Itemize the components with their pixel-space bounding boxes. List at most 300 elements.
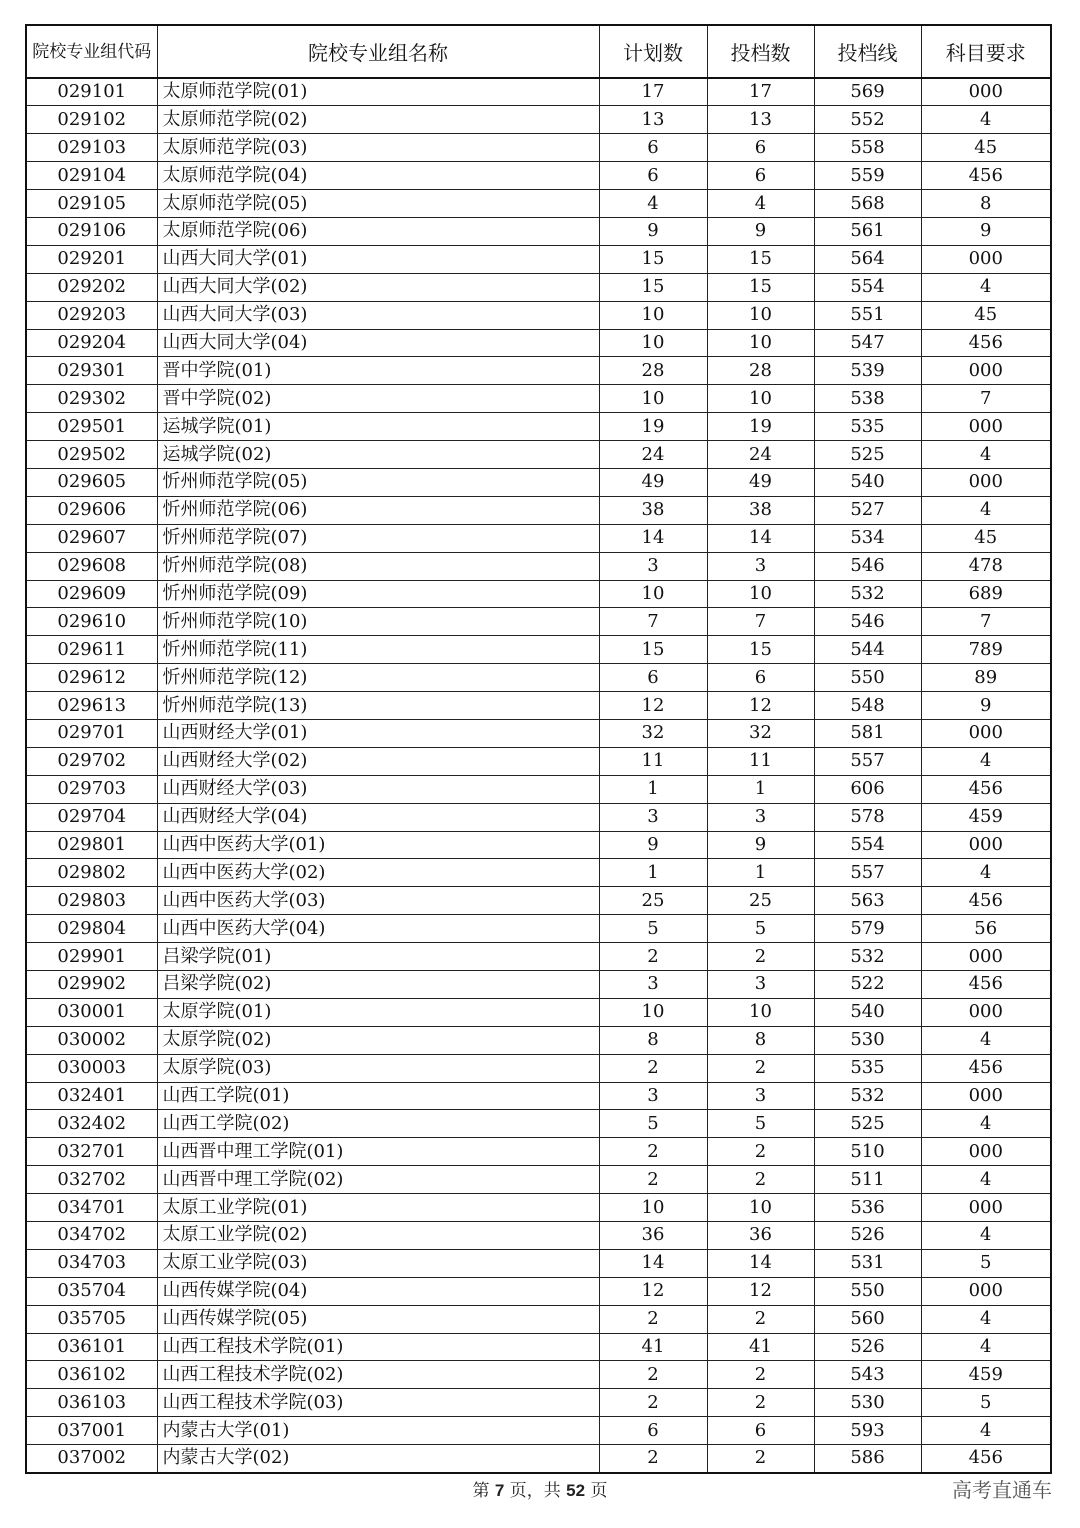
cell-name: 山西财经大学(01) [157, 719, 599, 747]
cell-admitted: 13 [707, 106, 814, 134]
cell-code: 029702 [26, 747, 157, 775]
cell-cutoff: 536 [814, 1194, 921, 1222]
cell-subjects: 459 [921, 1361, 1051, 1389]
cell-cutoff: 551 [814, 301, 921, 329]
cell-admitted: 1 [707, 775, 814, 803]
table-row [26, 664, 1051, 692]
cell-code: 037002 [26, 1445, 157, 1473]
cell-code: 034702 [26, 1222, 157, 1250]
table-row [26, 1054, 1051, 1082]
cell-code: 029105 [26, 190, 157, 218]
cell-plan: 38 [599, 496, 707, 524]
cell-name: 山西晋中理工学院(02) [157, 1166, 599, 1194]
cell-code: 036102 [26, 1361, 157, 1389]
cell-subjects: 89 [921, 664, 1051, 692]
cell-plan: 24 [599, 441, 707, 469]
cell-code: 029803 [26, 887, 157, 915]
page-middle: 页，共 [509, 1481, 561, 1501]
cell-plan: 32 [599, 719, 707, 747]
cell-name: 山西大同大学(03) [157, 301, 599, 329]
table-row [26, 1389, 1051, 1417]
cell-name: 太原学院(01) [157, 998, 599, 1026]
cell-name: 运城学院(02) [157, 441, 599, 469]
cell-code: 029106 [26, 217, 157, 245]
cell-code: 032702 [26, 1166, 157, 1194]
cell-code: 034701 [26, 1194, 157, 1222]
header-admitted: 投档数 [707, 25, 814, 78]
cell-admitted: 6 [707, 162, 814, 190]
cell-plan: 14 [599, 524, 707, 552]
cell-plan: 2 [599, 1305, 707, 1333]
cell-plan: 12 [599, 1277, 707, 1305]
cell-name: 忻州师范学院(07) [157, 524, 599, 552]
table-row [26, 1417, 1051, 1445]
table-row [26, 413, 1051, 441]
cell-plan: 2 [599, 1054, 707, 1082]
cell-cutoff: 546 [814, 608, 921, 636]
cell-subjects: 4 [921, 1110, 1051, 1138]
cell-code: 030003 [26, 1054, 157, 1082]
cell-admitted: 9 [707, 831, 814, 859]
table-row [26, 245, 1051, 273]
cell-cutoff: 535 [814, 1054, 921, 1082]
cell-name: 山西财经大学(04) [157, 803, 599, 831]
cell-plan: 2 [599, 1445, 707, 1473]
cell-name: 忻州师范学院(13) [157, 692, 599, 720]
cell-subjects: 4 [921, 1305, 1051, 1333]
cell-name: 太原师范学院(03) [157, 134, 599, 162]
cell-code: 030001 [26, 998, 157, 1026]
cell-code: 029611 [26, 636, 157, 664]
cell-name: 山西晋中理工学院(01) [157, 1138, 599, 1166]
cell-code: 029502 [26, 441, 157, 469]
table-row [26, 190, 1051, 218]
cell-name: 山西财经大学(03) [157, 775, 599, 803]
cell-cutoff: 532 [814, 1082, 921, 1110]
cell-plan: 3 [599, 552, 707, 580]
header-code: 院校专业组代码 [26, 25, 157, 78]
cell-admitted: 2 [707, 1305, 814, 1333]
table-row [26, 301, 1051, 329]
cell-admitted: 10 [707, 1194, 814, 1222]
cell-code: 029103 [26, 134, 157, 162]
cell-admitted: 14 [707, 524, 814, 552]
cell-plan: 17 [599, 78, 707, 106]
cell-plan: 5 [599, 1110, 707, 1138]
cell-cutoff: 540 [814, 468, 921, 496]
cell-subjects: 000 [921, 245, 1051, 273]
table-row [26, 1277, 1051, 1305]
cell-subjects: 000 [921, 719, 1051, 747]
table-row [26, 441, 1051, 469]
table-row [26, 608, 1051, 636]
cell-subjects: 5 [921, 1389, 1051, 1417]
page-total: 52 [566, 1481, 586, 1500]
cell-admitted: 15 [707, 273, 814, 301]
cell-subjects: 456 [921, 887, 1051, 915]
cell-cutoff: 559 [814, 162, 921, 190]
cell-subjects: 4 [921, 273, 1051, 301]
cell-admitted: 5 [707, 915, 814, 943]
cell-subjects: 7 [921, 608, 1051, 636]
cell-cutoff: 527 [814, 496, 921, 524]
page-suffix: 页 [590, 1481, 608, 1501]
cell-cutoff: 535 [814, 413, 921, 441]
table-row [26, 1361, 1051, 1389]
cell-code: 029606 [26, 496, 157, 524]
table-row [26, 831, 1051, 859]
cell-cutoff: 554 [814, 831, 921, 859]
cell-name: 太原师范学院(04) [157, 162, 599, 190]
cell-name: 山西工学院(01) [157, 1082, 599, 1110]
cell-name: 太原工业学院(03) [157, 1249, 599, 1277]
cell-code: 029605 [26, 468, 157, 496]
cell-name: 忻州师范学院(09) [157, 580, 599, 608]
cell-name: 忻州师范学院(05) [157, 468, 599, 496]
cell-name: 忻州师范学院(08) [157, 552, 599, 580]
table-row [26, 1333, 1051, 1361]
cell-cutoff: 511 [814, 1166, 921, 1194]
page-number: 7 [494, 1481, 505, 1500]
table-row [26, 468, 1051, 496]
cell-code: 029610 [26, 608, 157, 636]
cell-code: 029802 [26, 859, 157, 887]
table-row [26, 273, 1051, 301]
cell-admitted: 2 [707, 943, 814, 971]
cell-plan: 19 [599, 413, 707, 441]
cell-cutoff: 569 [814, 78, 921, 106]
cell-plan: 2 [599, 1138, 707, 1166]
cell-name: 忻州师范学院(10) [157, 608, 599, 636]
cell-cutoff: 552 [814, 106, 921, 134]
cell-subjects: 000 [921, 78, 1051, 106]
cell-code: 029301 [26, 357, 157, 385]
cell-admitted: 36 [707, 1222, 814, 1250]
cell-subjects: 8 [921, 190, 1051, 218]
cell-cutoff: 525 [814, 1110, 921, 1138]
cell-admitted: 10 [707, 329, 814, 357]
cell-code: 029302 [26, 385, 157, 413]
cell-subjects: 4 [921, 496, 1051, 524]
cell-subjects: 000 [921, 413, 1051, 441]
table-row [26, 1305, 1051, 1333]
cell-cutoff: 539 [814, 357, 921, 385]
cell-admitted: 15 [707, 636, 814, 664]
cell-cutoff: 550 [814, 1277, 921, 1305]
page-indicator [0, 1476, 1080, 1501]
cell-plan: 3 [599, 1082, 707, 1110]
cell-subjects: 689 [921, 580, 1051, 608]
cell-cutoff: 534 [814, 524, 921, 552]
cell-plan: 10 [599, 998, 707, 1026]
cell-plan: 15 [599, 245, 707, 273]
cell-plan: 9 [599, 217, 707, 245]
table-row [26, 775, 1051, 803]
cell-plan: 5 [599, 915, 707, 943]
cell-name: 山西传媒学院(04) [157, 1277, 599, 1305]
table-body [26, 78, 1051, 1473]
cell-admitted: 2 [707, 1361, 814, 1389]
cell-subjects: 000 [921, 468, 1051, 496]
cell-cutoff: 568 [814, 190, 921, 218]
table-row [26, 1110, 1051, 1138]
cell-cutoff: 522 [814, 971, 921, 999]
cell-plan: 8 [599, 1026, 707, 1054]
cell-admitted: 2 [707, 1445, 814, 1473]
cell-subjects: 456 [921, 1445, 1051, 1473]
table-row [26, 971, 1051, 999]
cell-admitted: 4 [707, 190, 814, 218]
cell-cutoff: 526 [814, 1333, 921, 1361]
cell-plan: 15 [599, 273, 707, 301]
cell-cutoff: 532 [814, 943, 921, 971]
cell-name: 山西工学院(02) [157, 1110, 599, 1138]
table-row [26, 1082, 1051, 1110]
cell-name: 山西工程技术学院(03) [157, 1389, 599, 1417]
cell-admitted: 7 [707, 608, 814, 636]
cell-admitted: 41 [707, 1333, 814, 1361]
cell-plan: 6 [599, 664, 707, 692]
table-row [26, 943, 1051, 971]
cell-code: 029201 [26, 245, 157, 273]
cell-name: 晋中学院(01) [157, 357, 599, 385]
cell-admitted: 10 [707, 998, 814, 1026]
table-row [26, 385, 1051, 413]
table-row [26, 329, 1051, 357]
cell-name: 山西中医药大学(02) [157, 859, 599, 887]
cell-admitted: 49 [707, 468, 814, 496]
cell-admitted: 38 [707, 496, 814, 524]
cell-name: 太原工业学院(01) [157, 1194, 599, 1222]
cell-name: 山西大同大学(04) [157, 329, 599, 357]
cell-cutoff: 530 [814, 1026, 921, 1054]
cell-subjects: 56 [921, 915, 1051, 943]
cell-cutoff: 548 [814, 692, 921, 720]
cell-code: 035705 [26, 1305, 157, 1333]
cell-plan: 12 [599, 692, 707, 720]
table-row [26, 859, 1051, 887]
cell-admitted: 6 [707, 1417, 814, 1445]
cell-admitted: 32 [707, 719, 814, 747]
cell-code: 029804 [26, 915, 157, 943]
cell-name: 太原学院(02) [157, 1026, 599, 1054]
cell-admitted: 3 [707, 971, 814, 999]
cell-name: 忻州师范学院(12) [157, 664, 599, 692]
table-row [26, 1026, 1051, 1054]
cell-name: 太原师范学院(06) [157, 217, 599, 245]
cell-cutoff: 526 [814, 1222, 921, 1250]
cell-admitted: 15 [707, 245, 814, 273]
cell-code: 029202 [26, 273, 157, 301]
cell-subjects: 456 [921, 329, 1051, 357]
cell-subjects: 000 [921, 1082, 1051, 1110]
table-row [26, 162, 1051, 190]
cell-plan: 14 [599, 1249, 707, 1277]
cell-name: 山西工程技术学院(02) [157, 1361, 599, 1389]
cell-subjects: 456 [921, 1054, 1051, 1082]
table-row [26, 719, 1051, 747]
cell-plan: 1 [599, 775, 707, 803]
cell-name: 太原师范学院(05) [157, 190, 599, 218]
cell-subjects: 45 [921, 134, 1051, 162]
cell-plan: 28 [599, 357, 707, 385]
table-row [26, 217, 1051, 245]
cell-plan: 10 [599, 1194, 707, 1222]
cell-code: 029609 [26, 580, 157, 608]
cell-subjects: 9 [921, 217, 1051, 245]
cell-plan: 36 [599, 1222, 707, 1250]
cell-name: 山西工程技术学院(01) [157, 1333, 599, 1361]
cell-code: 032701 [26, 1138, 157, 1166]
cell-admitted: 1 [707, 859, 814, 887]
cell-cutoff: 563 [814, 887, 921, 915]
cell-code: 036103 [26, 1389, 157, 1417]
table-row [26, 580, 1051, 608]
cell-admitted: 10 [707, 385, 814, 413]
cell-admitted: 11 [707, 747, 814, 775]
table-row [26, 78, 1051, 106]
table-row [26, 887, 1051, 915]
cell-admitted: 10 [707, 580, 814, 608]
cell-code: 032401 [26, 1082, 157, 1110]
cell-cutoff: 550 [814, 664, 921, 692]
cell-name: 山西大同大学(01) [157, 245, 599, 273]
cell-subjects: 5 [921, 1249, 1051, 1277]
cell-admitted: 8 [707, 1026, 814, 1054]
cell-subjects: 000 [921, 1138, 1051, 1166]
cell-name: 晋中学院(02) [157, 385, 599, 413]
cell-name: 内蒙古大学(02) [157, 1445, 599, 1473]
table-row [26, 106, 1051, 134]
cell-cutoff: 606 [814, 775, 921, 803]
cell-subjects: 000 [921, 1277, 1051, 1305]
cell-subjects: 45 [921, 301, 1051, 329]
cell-subjects: 4 [921, 1166, 1051, 1194]
cell-code: 029703 [26, 775, 157, 803]
cell-admitted: 9 [707, 217, 814, 245]
table-row [26, 552, 1051, 580]
cell-plan: 3 [599, 971, 707, 999]
cell-cutoff: 558 [814, 134, 921, 162]
cell-admitted: 2 [707, 1138, 814, 1166]
header-cutoff: 投档线 [814, 25, 921, 78]
cell-admitted: 25 [707, 887, 814, 915]
cell-plan: 41 [599, 1333, 707, 1361]
cell-admitted: 2 [707, 1166, 814, 1194]
header-name: 院校专业组名称 [157, 25, 599, 78]
cell-cutoff: 543 [814, 1361, 921, 1389]
cell-subjects: 4 [921, 1222, 1051, 1250]
table-header-row [26, 25, 1051, 78]
cell-plan: 4 [599, 190, 707, 218]
cell-plan: 6 [599, 1417, 707, 1445]
cell-subjects: 4 [921, 1026, 1051, 1054]
cell-admitted: 3 [707, 803, 814, 831]
cell-code: 029104 [26, 162, 157, 190]
cell-admitted: 5 [707, 1110, 814, 1138]
cell-cutoff: 557 [814, 859, 921, 887]
cell-admitted: 3 [707, 552, 814, 580]
cell-admitted: 6 [707, 134, 814, 162]
cell-code: 029902 [26, 971, 157, 999]
cell-name: 山西大同大学(02) [157, 273, 599, 301]
cell-code: 036101 [26, 1333, 157, 1361]
cell-cutoff: 546 [814, 552, 921, 580]
cell-code: 032402 [26, 1110, 157, 1138]
cell-plan: 49 [599, 468, 707, 496]
cell-subjects: 4 [921, 1333, 1051, 1361]
cell-code: 034703 [26, 1249, 157, 1277]
cell-subjects: 000 [921, 943, 1051, 971]
cell-code: 029701 [26, 719, 157, 747]
cell-code: 029612 [26, 664, 157, 692]
cell-admitted: 12 [707, 692, 814, 720]
cell-plan: 11 [599, 747, 707, 775]
table-row [26, 357, 1051, 385]
cell-code: 037001 [26, 1417, 157, 1445]
cell-code: 029501 [26, 413, 157, 441]
cell-name: 太原工业学院(02) [157, 1222, 599, 1250]
cell-admitted: 19 [707, 413, 814, 441]
header-subjects: 科目要求 [921, 25, 1051, 78]
cell-name: 山西传媒学院(05) [157, 1305, 599, 1333]
cell-name: 忻州师范学院(06) [157, 496, 599, 524]
cell-subjects: 9 [921, 692, 1051, 720]
watermark: 高考直通车 [952, 1478, 1052, 1502]
cell-cutoff: 579 [814, 915, 921, 943]
cell-cutoff: 578 [814, 803, 921, 831]
table-row [26, 803, 1051, 831]
cell-admitted: 10 [707, 301, 814, 329]
cell-code: 029102 [26, 106, 157, 134]
cell-plan: 9 [599, 831, 707, 859]
cell-plan: 2 [599, 1361, 707, 1389]
table-row [26, 134, 1051, 162]
cell-cutoff: 538 [814, 385, 921, 413]
cell-cutoff: 581 [814, 719, 921, 747]
cell-admitted: 3 [707, 1082, 814, 1110]
page-prefix: 第 [472, 1481, 490, 1501]
table-row [26, 998, 1051, 1026]
table-row [26, 1445, 1051, 1473]
cell-name: 山西中医药大学(04) [157, 915, 599, 943]
cell-cutoff: 532 [814, 580, 921, 608]
cell-name: 吕梁学院(01) [157, 943, 599, 971]
cell-code: 029608 [26, 552, 157, 580]
cell-code: 029204 [26, 329, 157, 357]
cell-code: 029613 [26, 692, 157, 720]
cell-plan: 7 [599, 608, 707, 636]
cell-cutoff: 547 [814, 329, 921, 357]
cell-cutoff: 510 [814, 1138, 921, 1166]
cell-cutoff: 561 [814, 217, 921, 245]
cell-cutoff: 544 [814, 636, 921, 664]
cell-name: 太原师范学院(02) [157, 106, 599, 134]
table-row [26, 496, 1051, 524]
cell-cutoff: 525 [814, 441, 921, 469]
table-row [26, 692, 1051, 720]
cell-code: 029801 [26, 831, 157, 859]
cell-code: 029607 [26, 524, 157, 552]
table-row [26, 747, 1051, 775]
cell-subjects: 789 [921, 636, 1051, 664]
table-row [26, 1194, 1051, 1222]
table-row [26, 1166, 1051, 1194]
cell-subjects: 459 [921, 803, 1051, 831]
cell-plan: 10 [599, 385, 707, 413]
cell-cutoff: 554 [814, 273, 921, 301]
cell-admitted: 6 [707, 664, 814, 692]
